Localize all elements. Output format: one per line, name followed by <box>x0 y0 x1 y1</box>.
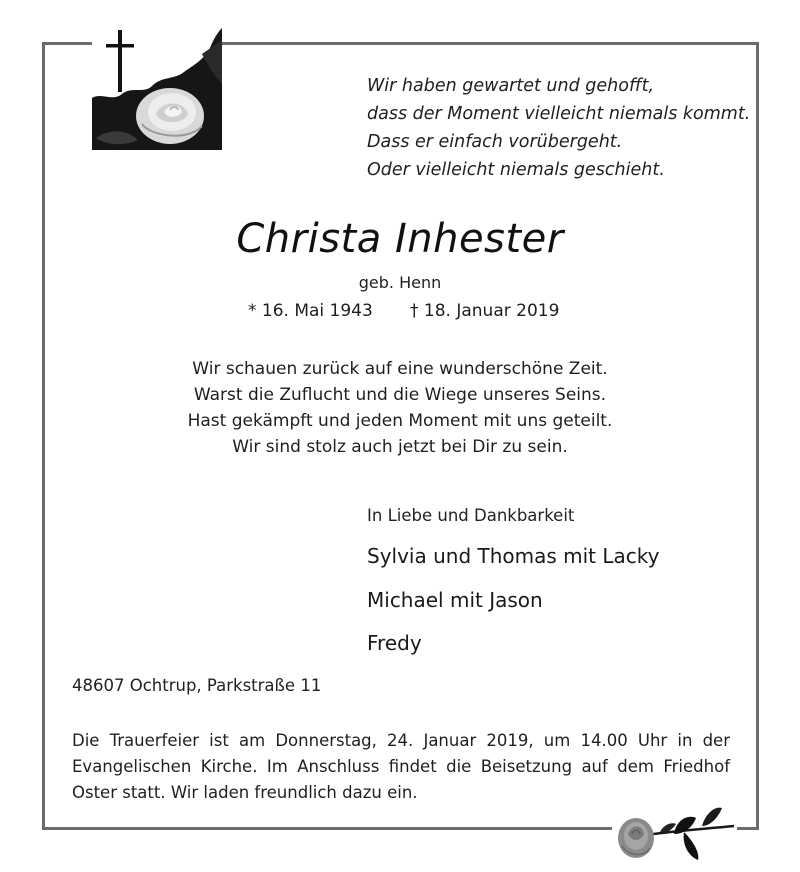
rose-decoration <box>612 796 737 864</box>
poem-line: Wir sind stolz auch jetzt bei Dir zu sein. <box>232 437 568 457</box>
poem-line: Dass er einfach vorübergeht. <box>367 132 623 152</box>
address: 48607 Ochtrup, Parkstraße 11 <box>72 676 322 695</box>
cross-rose-icon <box>92 20 222 150</box>
mourner-name: Sylvia und Thomas mit Lacky <box>367 544 660 568</box>
maiden-name: geb. Henn <box>358 273 442 292</box>
poem-line: Oder vielleicht niemals geschieht. <box>367 160 665 180</box>
poem-line: Wir schauen zurück auf eine wunderschöne Zeit. <box>192 359 608 379</box>
poem-line: Wir haben gewartet und gehofft, <box>367 76 655 96</box>
rose-icon <box>612 796 737 864</box>
deceased-name: Christa Inhester <box>236 216 564 262</box>
notice-line: Oster statt. Wir laden freundlich dazu ein. <box>72 783 418 802</box>
poem-line: Warst die Zuflucht und die Wiege unseres Seins. <box>193 385 607 405</box>
life-dates <box>0 301 800 325</box>
opening-poem <box>367 72 750 184</box>
notice-line: Die Trauerfeier ist am Donnerstag, 24. Januar 2019, um 14.00 Uhr in der <box>72 731 730 750</box>
mourner-name: Michael mit Jason <box>367 588 543 612</box>
poem-line: dass der Moment vielleicht niemals kommt. <box>367 104 751 124</box>
funeral-notice <box>72 728 730 806</box>
poem-line: Hast gekämpft und jeden Moment mit uns geteilt. <box>187 411 613 431</box>
birth-date: * 16. Mai 1943 <box>248 301 373 321</box>
cross-rose-photo <box>92 20 222 150</box>
memorial-poem <box>0 356 800 460</box>
death-date: † 18. Januar 2019 <box>410 301 560 321</box>
mourner-name: Fredy <box>367 631 422 655</box>
notice-line: Evangelischen Kirche. Im Anschluss findet die Beisetzung auf dem Friedhof <box>72 757 730 776</box>
dedication: In Liebe und Dankbarkeit <box>367 506 575 525</box>
